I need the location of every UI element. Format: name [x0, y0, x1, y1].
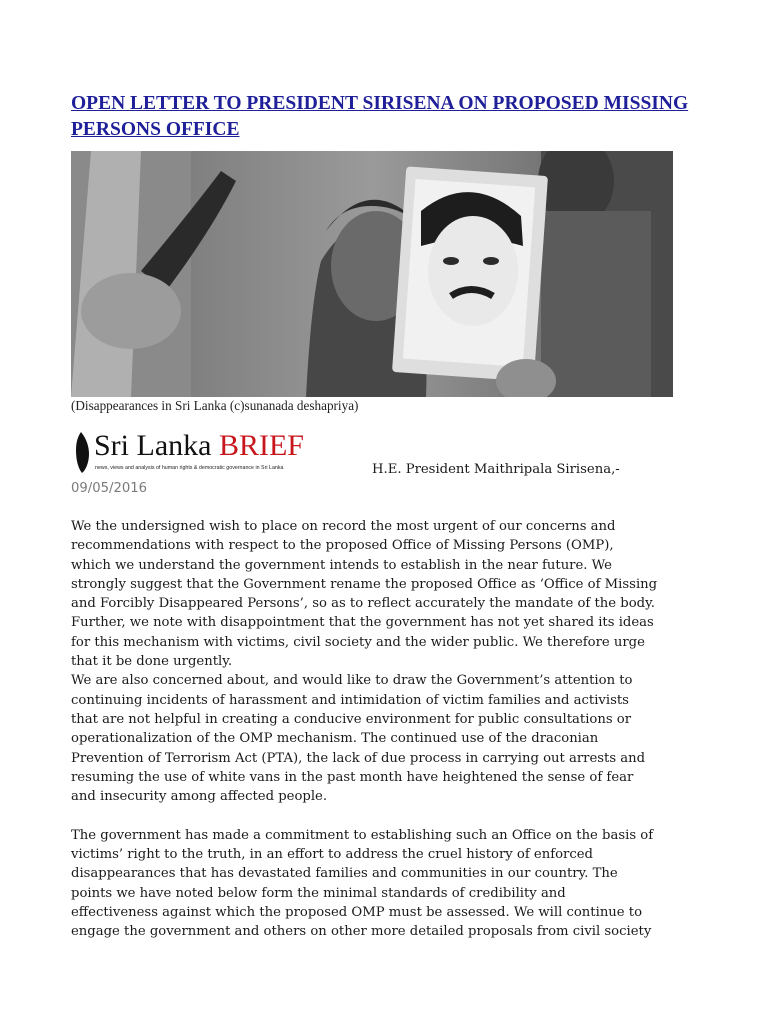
brand-name [94, 428, 304, 464]
sri-lanka-map-icon [75, 432, 90, 474]
paragraph-gap [71, 806, 697, 825]
body-line: strongly suggest that the Government rename the proposed Office as ‘Office of Missing [71, 576, 658, 592]
protest-photo-image [71, 151, 673, 397]
body-line: and insecurity among affected people. [71, 789, 328, 805]
body-line: effectiveness against which the proposed OMP must be assessed. We will continue to [71, 904, 643, 920]
brand-name-sri-lanka: Sri Lanka [94, 429, 219, 462]
body-line: for this mechanism with victims, civil society and the wider public. We therefore urge [71, 634, 645, 650]
body-line: which we understand the government intends to establish in the near future. We [71, 557, 612, 573]
body-line: We are also concerned about, and would like to draw the Government’s attention to [71, 673, 633, 689]
body-line: The government has made a commitment to establishing such an Office on the basis of [71, 827, 654, 843]
brand-name-brief: BRIEF [218, 429, 304, 462]
body-line: resuming the use of white vans in the past month have heightened the sense of fear [71, 769, 634, 785]
body-line: Further, we note with disappointment that the government has not yet shared its ideas [71, 615, 654, 631]
brand-tagline: news, views and analysis of human rights & democratic governance in Sri Lanka [95, 465, 284, 471]
photo-caption: (Disappearances in Sri Lanka (c)sunanada deshapriya) [71, 398, 359, 413]
protest-photo [71, 151, 673, 397]
body-line: points we have noted below form the minimal standards of credibility and [71, 885, 566, 901]
body-line: disappearances that has devastated families and communities in our country. The [71, 866, 618, 882]
body-line: recommendations with respect to the proposed Office of Missing Persons (OMP), [71, 538, 614, 554]
body-line: We the undersigned wish to place on record the most urgent of our concerns and [71, 519, 616, 534]
article-title-link[interactable]: OPEN LETTER TO PRESIDENT SIRISENA ON PROPOSED MISSING PERSONS OFFICE [71, 93, 689, 140]
body-line: Prevention of Terrorism Act (PTA), the lack of due process in carrying out arrests and [71, 750, 646, 766]
letter-date: 09/05/2016 [71, 481, 148, 496]
body-line: engage the government and others on other more detailed proposals from civil society [71, 924, 652, 940]
paragraph-1 [71, 517, 697, 671]
body-line: continuing incidents of harassment and intimidation of victim families and activists [71, 692, 629, 708]
paragraph-3 [71, 826, 697, 942]
body-line: and Forcibly Disappeared Persons’, so as to reflect accurately the mandate of the body. [71, 596, 655, 612]
body-line: victims’ right to the truth, in an effort to address the cruel history of enforced [71, 847, 593, 863]
body-line: that it be done urgently. [71, 654, 233, 670]
sri-lanka-brief-logo [72, 430, 372, 476]
body-line: that are not helpful in creating a conducive environment for public consultations or [71, 711, 632, 727]
body-line: operationalization of the OMP mechanism. The continued use of the draconian [71, 731, 599, 747]
paragraph-2 [71, 671, 697, 806]
letter-body [71, 517, 697, 942]
letter-addressee: H.E. President Maithripala Sirisena,- [372, 462, 620, 477]
